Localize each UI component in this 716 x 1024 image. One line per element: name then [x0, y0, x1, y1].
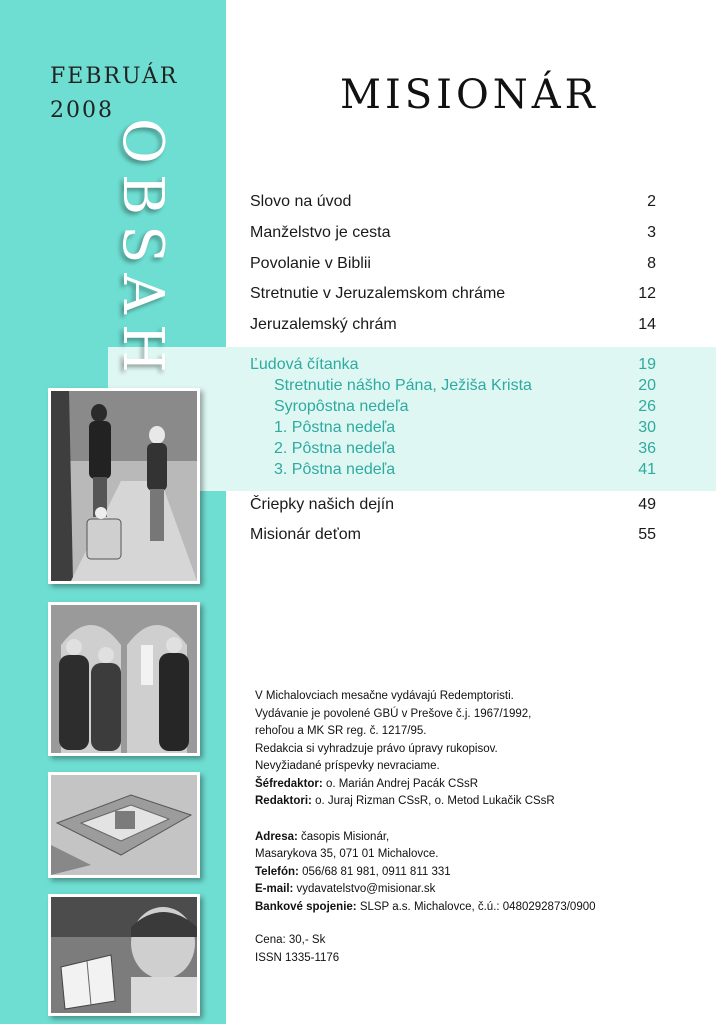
- address-line: Masarykova 35, 071 01 Michalovce.: [255, 848, 439, 860]
- toc-entry[interactable]: Povolanie v Biblii 8: [250, 255, 656, 272]
- chief-editor: Šéfredaktor: o. Marián Andrej Pacák CSsR: [255, 777, 479, 790]
- issue-month: FEBRUÁR: [50, 64, 179, 89]
- section-word: OBSAH: [110, 118, 175, 383]
- imprint-line: rehoľou a MK SR reg. č. 1217/95.: [255, 725, 427, 737]
- imprint-block: [255, 688, 675, 967]
- toc-entry[interactable]: Slovo na úvod 2: [250, 193, 656, 210]
- toc-entry[interactable]: Stretnutie v Jeruzalemskom chráme 12: [250, 285, 656, 302]
- imprint-line: Redakcia si vyhradzuje právo úpravy rukopisov.: [255, 742, 498, 755]
- photo-family-walk: [48, 388, 200, 584]
- price: Cena: 30,- Sk: [255, 934, 326, 946]
- toc-entry[interactable]: Jeruzalemský chrám 14: [250, 316, 656, 333]
- toc-section-heading[interactable]: Ľudová čítanka 19: [250, 356, 656, 373]
- toc-entry[interactable]: Misionár deťom 55: [250, 526, 656, 543]
- editors: Redaktori: o. Juraj Rizman CSsR, o. Metod Lukačik CSsR: [255, 795, 555, 807]
- imprint-line: Vydávanie je povolené GBÚ v Prešove č.j. 1967/1992,: [255, 707, 532, 720]
- phone: Telefón: 056/68 81 981, 0911 811 331: [255, 865, 451, 878]
- toc-subentry[interactable]: Syropôstna nedeľa 26: [274, 398, 656, 415]
- toc-subentry[interactable]: Stretnutie nášho Pána, Ježiša Krista 20: [274, 377, 656, 394]
- imprint-line: V Michalovciach mesačne vydávajú Redemptoristi.: [255, 690, 514, 702]
- photo-reader: [48, 894, 200, 1016]
- imprint-line: Nevyžiadané príspevky nevraciame.: [255, 760, 440, 772]
- magazine-title: MISIONÁR: [340, 72, 599, 118]
- toc-entry[interactable]: Čriepky našich dejín 49: [250, 496, 656, 513]
- toc-subentry[interactable]: 2. Pôstna nedeľa 36: [274, 440, 656, 457]
- email: E-mail: vydavatelstvo@misionar.sk: [255, 883, 436, 895]
- issue-year: 2008: [50, 98, 114, 123]
- bank-account: Bankové spojenie: SLSP a.s. Michalovce, č.ú.: 0480292873/0900: [255, 900, 596, 913]
- address: Adresa: časopis Misionár,: [255, 830, 390, 843]
- photo-icon-presentation: [48, 602, 200, 756]
- issn: ISSN 1335-1176: [255, 951, 340, 964]
- photo-temple-model: [48, 772, 200, 878]
- toc-subentry[interactable]: 1. Pôstna nedeľa 30: [274, 419, 656, 436]
- toc-entry[interactable]: Manželstvo je cesta 3: [250, 224, 656, 241]
- toc-subentry[interactable]: 3. Pôstna nedeľa 41: [274, 461, 656, 478]
